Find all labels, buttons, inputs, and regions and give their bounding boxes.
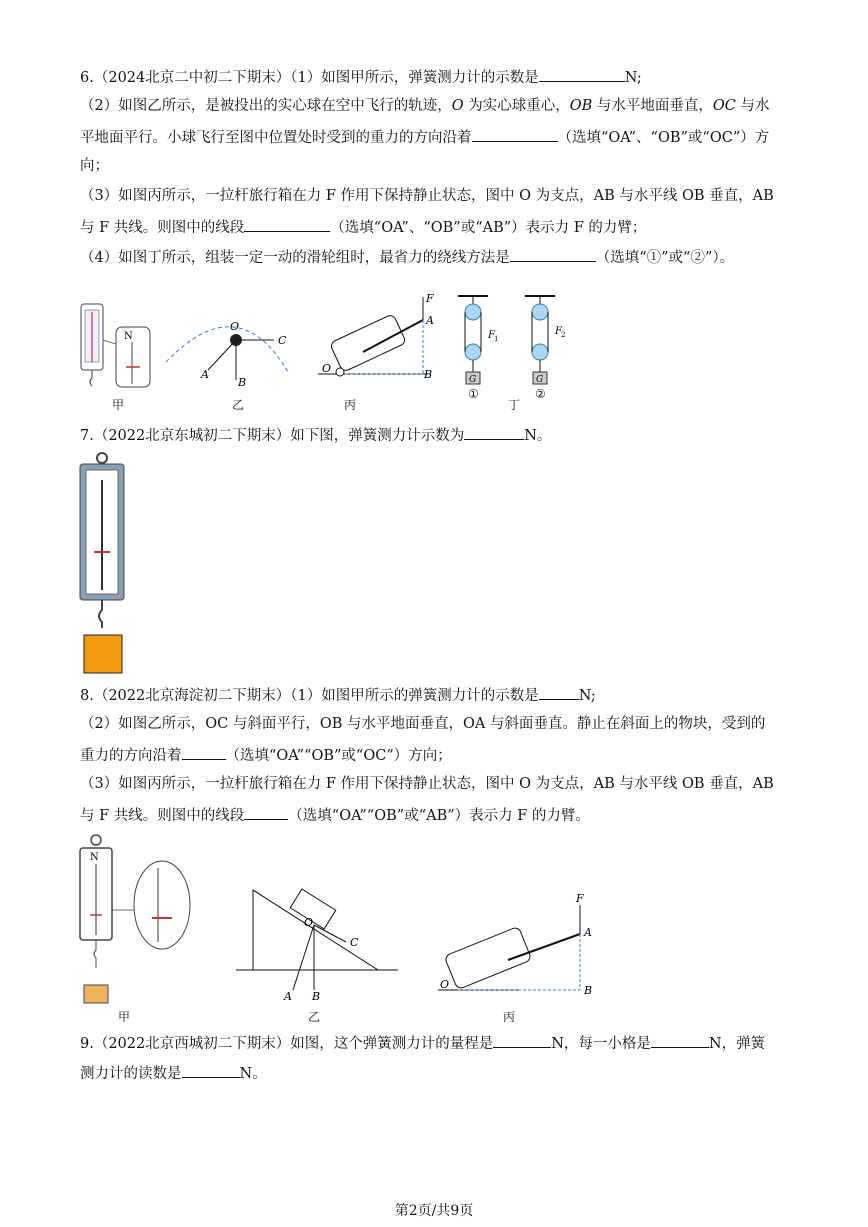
q8-caption-yi: 乙 <box>308 1010 321 1024</box>
q6-ball-label-o: O <box>230 320 240 333</box>
q6-pulley2-g: G <box>536 375 544 385</box>
q8-spring-scale-figure <box>80 835 190 1003</box>
q8-incline-label-b: B <box>312 990 321 1003</box>
q6-ball-label-c: C <box>278 334 287 347</box>
q6-suitcase-figure <box>318 292 434 381</box>
q6-line-3 <box>80 126 769 148</box>
q8-incline-label-c: C <box>350 936 359 949</box>
q6-part4-text: （4）如图丁所示，组装一定一动的滑轮组时，最省力的绕线方法是 <box>80 250 510 266</box>
q6-figures <box>78 292 578 410</box>
q6-ball-label-a: A <box>201 368 209 381</box>
q6-part3-text: （3）如图丙所示，一拉杆旅行箱在力 F 作用下保持静止状态，图中 O 为支点，AB 与水平线 OB 垂直，AB <box>80 188 774 204</box>
q9-text-a: 9.（2022北京西城初二下期末）如图，这个弹簧测力计的量程是 <box>80 1036 494 1052</box>
q6-source: （2024北京二中初二下期末） <box>93 70 291 86</box>
q7-answer-blank[interactable] <box>464 424 524 440</box>
q9-text-e: N。 <box>239 1066 267 1082</box>
q6-part1-text: （1）如图甲所示，弹簧测力计的示数是 <box>290 70 539 86</box>
q6-pulley2-f-sub: 2 <box>561 331 566 339</box>
q8-suitcase-label-f: F <box>576 892 584 905</box>
q6-part2-end: 向； <box>80 158 109 174</box>
q9-answer-blank-2[interactable] <box>651 1032 709 1048</box>
q6-answer-blank-2[interactable] <box>472 126 558 142</box>
q8-incline-label-a: A <box>284 990 292 1003</box>
q8-scale-unit-n: N <box>90 852 99 863</box>
q9-line-2 <box>80 1062 267 1084</box>
q6-part2-text-e: 平地面平行。小球飞行至图中位置处时受到的重力的方向沿着 <box>80 130 472 146</box>
q8-caption-jia: 甲 <box>118 1010 131 1024</box>
q9-text-d: 测力计的读数是 <box>80 1066 182 1082</box>
q8-part3-options: （选填“OA”“OB”或“AB”）表示力 F 的力臂。 <box>288 808 590 824</box>
q6-line-6 <box>80 216 646 238</box>
q6-scale-unit-n: N <box>124 331 133 342</box>
q6-part2-text-b: 为实心球重心， <box>463 98 570 114</box>
q6-answer-blank-1[interactable] <box>539 66 625 82</box>
q7-unit: N。 <box>524 428 552 444</box>
q6-ball-label-b: B <box>238 376 247 389</box>
q8-suitcase-label-a: A <box>584 926 592 939</box>
q8-part1-unit: N; <box>578 688 596 704</box>
q8-suitcase-label-o: O <box>440 978 450 991</box>
q9-answer-blank-3[interactable] <box>182 1062 240 1078</box>
q8-incline-figure <box>236 889 398 1003</box>
q7-spring-scale-figure <box>78 450 138 678</box>
q8-part2-text-b: 重力的方向沿着 <box>80 748 182 764</box>
q8-line-5 <box>80 804 590 826</box>
q6-part4-options: （选填“①”或“②”）。 <box>595 250 735 266</box>
page-footer: 第2页/共9页 <box>394 1203 474 1219</box>
q8-caption-bing: 丙 <box>503 1010 516 1024</box>
q8-part1-text: 8.（2022北京海淀初二下期末）（1）如图甲所示的弹簧测力计的示数是 <box>80 688 539 704</box>
q6-pulley-label-2: ② <box>535 387 546 401</box>
q8-suitcase-label-b: B <box>584 984 593 997</box>
q6-number: 6. <box>80 70 94 86</box>
q8-part2-text: （2）如图乙所示，OC 与斜面平行，OB 与水平地面垂直，OA 与斜面垂直。静止在斜面上的物块，受到的 <box>80 716 766 732</box>
q9-text-b: N，每一小格是 <box>551 1036 651 1052</box>
q6-suitcase-label-a: A <box>426 314 434 327</box>
q8-part3-text: （3）如图丙所示，一拉杆旅行箱在力 F 作用下保持静止状态，图中 O 为支点，AB 与水平线 OB 垂直，AB <box>80 776 774 792</box>
q8-line-3 <box>80 744 452 766</box>
q6-letter-o: O <box>451 98 464 114</box>
q6-part3-options: （选填“OA”、“OB”或“AB”）表示力 F 的力臂； <box>330 220 647 236</box>
q6-caption-jia: 甲 <box>112 398 125 412</box>
q6-caption-ding: 丁 <box>508 398 521 412</box>
q6-answer-blank-4[interactable] <box>510 246 596 262</box>
q6-part1-unit: N; <box>624 70 642 86</box>
q6-part2-text-c: 与水平地面垂直， <box>592 98 713 114</box>
q6-line-7 <box>80 246 734 268</box>
q6-suitcase-label-o: O <box>322 362 332 375</box>
q6-pulley1-f-sub: 1 <box>494 335 499 343</box>
q8-answer-blank-1[interactable] <box>539 684 579 700</box>
q6-ball-trajectory-figure <box>166 320 288 389</box>
q6-part2-text: （2）如图乙所示，是被投出的实心球在空中飞行的轨迹， <box>80 98 452 114</box>
q6-line-1 <box>80 66 642 88</box>
q6-answer-blank-3[interactable] <box>244 216 330 232</box>
q8-answer-blank-2[interactable] <box>182 744 226 760</box>
q8-line-1 <box>80 684 596 706</box>
q6-caption-bing: 丙 <box>344 398 357 412</box>
q8-incline-label-o: O <box>304 916 314 929</box>
q8-line-2 <box>80 714 765 734</box>
q6-caption-yi: 乙 <box>232 398 245 412</box>
q8-part2-options: （选填“OA”“OB”或“OC”）方向； <box>225 748 452 764</box>
q7-line-1 <box>80 424 551 446</box>
q6-part2-options: （选填“OA”、“OB”或“OC”）方 <box>557 130 770 146</box>
q6-part3-text-b: 与 F 共线。则图中的线段 <box>80 220 245 236</box>
q6-line-2 <box>80 96 769 116</box>
q6-part2-text-d: 与水 <box>735 98 770 114</box>
q8-figures <box>78 830 608 1020</box>
q6-spring-scale-figure <box>81 304 150 387</box>
q7-text: 7.（2022北京东城初二下期末）如下图，弹簧测力计示数为 <box>80 428 465 444</box>
q9-text-c: N，弹簧 <box>708 1036 766 1052</box>
q6-pulley2-f: F <box>555 326 562 337</box>
q6-suitcase-label-b: B <box>424 368 433 381</box>
q8-part3-text-b: 与 F 共线。则图中的线段 <box>80 808 245 824</box>
q6-pulley-label-1: ① <box>468 387 479 401</box>
q6-letter-oc: OC <box>712 98 736 114</box>
q6-pulley1-g: G <box>469 375 477 385</box>
q8-answer-blank-3[interactable] <box>244 804 288 820</box>
q8-line-4 <box>80 774 774 794</box>
q6-line-5 <box>80 186 774 206</box>
q6-letter-ob: OB <box>569 98 593 114</box>
q6-pulley-figure <box>458 296 565 385</box>
q6-suitcase-label-f: F <box>426 292 434 305</box>
q9-answer-blank-1[interactable] <box>493 1032 551 1048</box>
q9-line-1 <box>80 1032 765 1054</box>
q8-suitcase-figure <box>438 892 592 997</box>
q6-line-4 <box>80 156 109 176</box>
q6-pulley1-f: F <box>488 330 495 341</box>
